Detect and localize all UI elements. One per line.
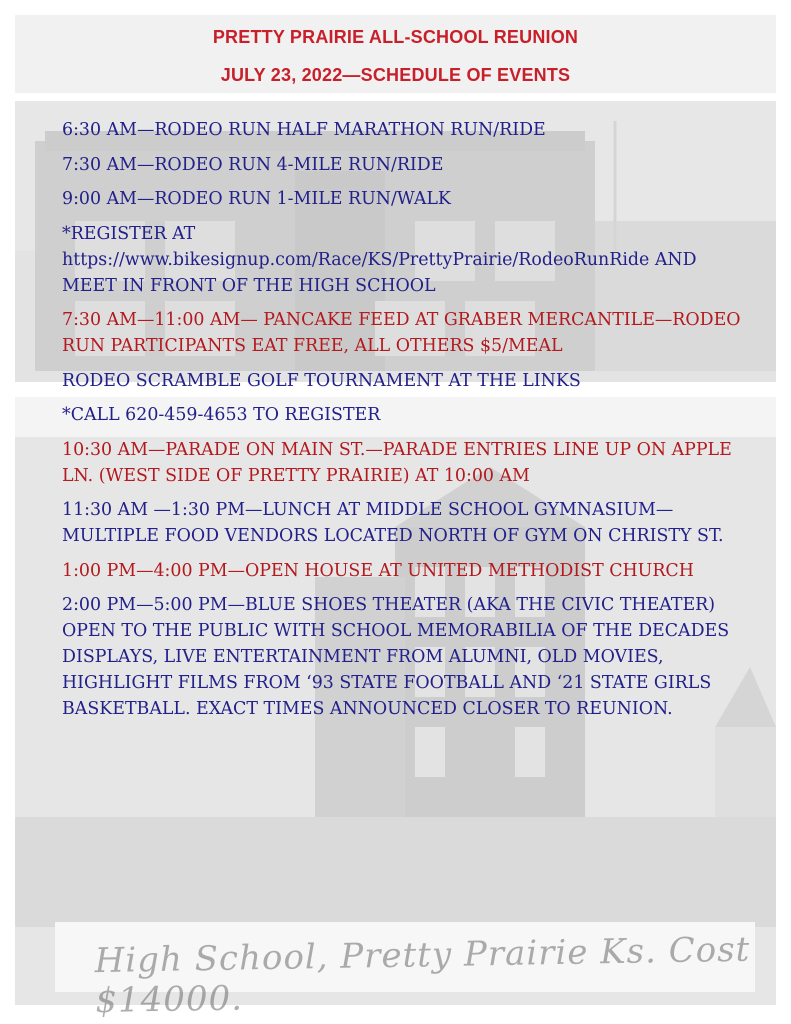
event-item: 9:00 AM—RODEO RUN 1-MILE RUN/WALK [62,189,451,209]
event-item: 11:30 AM —1:30 PM—LUNCH AT MIDDLE SCHOOL GYMNASIUM—MULTIPLE FOOD VENDORS LOCATED NORTH OF GYM ON CHRISTY ST. [62,500,724,546]
event-item: 2:00 PM—5:00 PM—BLUE SHOES THEATER (AKA THE CIVIC THEATER) OPEN TO THE PUBLIC WITH SCHOOL MEMORABILIA OF THE DECADES DISPLAYS, LIVE ENTERTAINMENT FROM ALUMNI, OLD MOVIES, HIGHLIGHT FILMS FROM ‘93 STATE FOOTBALL AND ‘21 STATE GIRLS BASKETBALL. EXACT TIMES ANNOUNCED CLOSER TO REUNION. [62,595,730,719]
event-item: RODEO SCRAMBLE GOLF TOURNAMENT AT THE LINKS [62,370,581,391]
event-item: 10:30 AM—PARADE ON MAIN ST.—PARADE ENTRIES LINE UP ON APPLE LN. (WEST SIDE OF PRETTY PRAIRIE) AT 10:00 AM [62,439,732,486]
event-item: 7:30 AM—RODEO RUN 4-MILE RUN/RIDE [62,154,444,175]
event-item: 6:30 AM—RODEO RUN HALF MARATHON RUN/RIDE [62,120,546,140]
photo-caption: High School, Pretty Prairie Ks. Cost $14000. [94,929,751,1022]
page-subtitle: JULY 23, 2022—SCHEDULE OF EVENTS [220,65,571,85]
schedule-list [62,117,752,731]
event-item: *REGISTER AT https://www.bikesignup.com/Race/KS/PrettyPrairie/RodeoRunRide AND MEET IN FRONT OF THE HIGH SCHOOL [62,223,697,296]
event-item: 1:00 PM—4:00 PM—OPEN HOUSE AT UNITED METHODIST CHURCH [62,560,694,581]
event-item: *CALL 620-459-4653 TO REGISTER [62,405,381,425]
page-title: PRETTY PRAIRIE ALL-SCHOOL REUNION [212,27,579,47]
event-item: 7:30 AM—11:00 AM— PANCAKE FEED AT GRABER MERCANTILE—RODEO RUN PARTICIPANTS EAT FREE, ALL OTHERS $5/MEAL [62,310,741,356]
header-banner [15,15,776,93]
